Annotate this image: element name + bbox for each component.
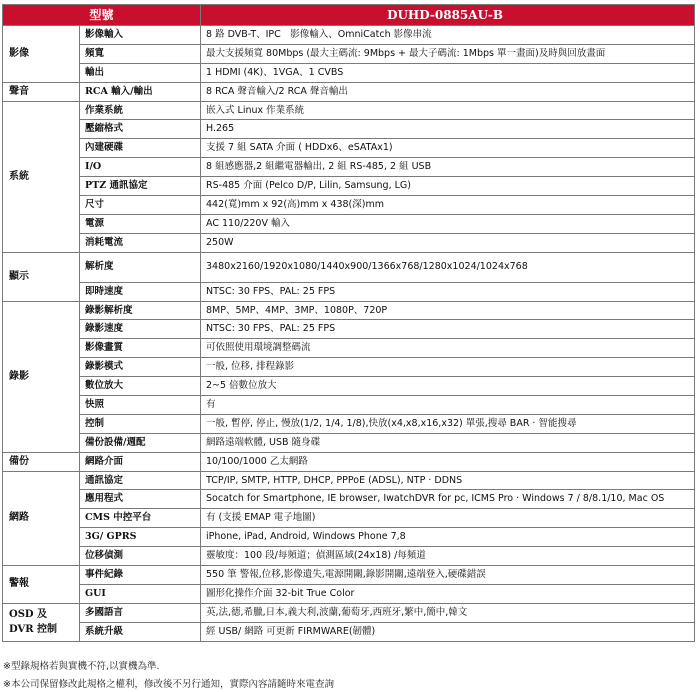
table-row [3, 120, 695, 139]
row-value: 嵌入式 Linux 作業系統 [201, 101, 695, 120]
row-value: 8 RCA 聲音輸入/2 RCA 聲音輸出 [201, 82, 695, 101]
table-row [3, 139, 695, 158]
table-row [3, 26, 695, 45]
row-label: 位移偵測 [80, 547, 201, 566]
row-label: 尺寸 [80, 196, 201, 215]
table-row [3, 509, 695, 528]
row-label: 錄影速度 [80, 320, 201, 339]
row-label: 系統升級 [80, 622, 201, 641]
row-label: 數位放大 [80, 377, 201, 396]
table-row [3, 396, 695, 415]
row-label: 內建硬碟 [80, 139, 201, 158]
row-value: 靈敏度：100 段/每頻道；偵測區域(24x18) /每頻道 [201, 547, 695, 566]
table-row [3, 452, 695, 471]
table-row [3, 339, 695, 358]
table-row [3, 44, 695, 63]
row-label: 即時速度 [80, 282, 201, 301]
row-value: 442(寬)mm x 92(高)mm x 438(深)mm [201, 196, 695, 215]
category-recording: 錄影 [3, 301, 80, 452]
table-row [3, 282, 695, 301]
row-value: 250W [201, 233, 695, 252]
row-value: 8MP、5MP、4MP、3MP、1080P、720P [201, 301, 695, 320]
model-name: DUHD-0885AU-B [201, 5, 695, 26]
row-value: 一般, 暫停, 停止, 慢放(1/2, 1/4, 1/8),快放(x4,x8,x16,x32) 單張,搜尋 BAR · 智能搜尋 [201, 414, 695, 433]
row-label: 解析度 [80, 252, 201, 282]
row-label: 消耗電流 [80, 233, 201, 252]
table-row [3, 196, 695, 215]
row-label: 控制 [80, 414, 201, 433]
header-row [3, 5, 695, 26]
table-row [3, 63, 695, 82]
category-backup: 備份 [3, 452, 80, 471]
table-row [3, 358, 695, 377]
table-row [3, 471, 695, 490]
row-label: PTZ 通訊協定 [80, 177, 201, 196]
table-row [3, 320, 695, 339]
row-value: iPhone, iPad, Android, Windows Phone 7,8 [201, 528, 695, 547]
row-value: 英,法,德,希臘,日本,義大利,波蘭,葡萄牙,西班牙,繁中,簡中,韓文 [201, 603, 695, 622]
row-label: 影像輸入 [80, 26, 201, 45]
category-osd-dvr-control: OSD 及 DVR 控制 [3, 603, 80, 641]
row-value: NTSC: 30 FPS、PAL: 25 FPS [201, 282, 695, 301]
row-label: CMS 中控平台 [80, 509, 201, 528]
row-label: 網路介面 [80, 452, 201, 471]
row-value: 一般, 位移, 排程錄影 [201, 358, 695, 377]
footnote-rights-notice: ※本公司保留修改此規格之權利，修改後不另行通知，實際內容請隨時來電查詢 [3, 679, 334, 690]
row-label: 頻寬 [80, 44, 201, 63]
row-value: RS-485 介面 (Pelco D/P, Lilin, Samsung, LG) [201, 177, 695, 196]
row-value: 最大支援頻寬 80Mbps (最大主碼流: 9Mbps + 最大子碼流: 1Mbps 單一畫面)及時與回放畫面 [201, 44, 695, 63]
row-value: 有 [201, 396, 695, 415]
row-value: 2~5 倍數位放大 [201, 377, 695, 396]
row-label: 通訊協定 [80, 471, 201, 490]
table-row [3, 301, 695, 320]
row-label: 多國語言 [80, 603, 201, 622]
category-system: 系統 [3, 101, 80, 252]
row-value: 3480x2160/1920x1080/1440x900/1366x768/1280x1024/1024x768 [201, 252, 695, 282]
table-row [3, 82, 695, 101]
row-label: 錄影解析度 [80, 301, 201, 320]
category-alarm: 警報 [3, 566, 80, 604]
row-label: 事件紀錄 [80, 566, 201, 585]
table-row [3, 433, 695, 452]
row-label: I/O [80, 158, 201, 177]
row-label: 備份設備/週配 [80, 433, 201, 452]
row-value: 10/100/1000 乙太網路 [201, 452, 695, 471]
category-network: 網路 [3, 471, 80, 565]
row-label: 3G/ GPRS [80, 528, 201, 547]
row-value: 8 路 DVB-T、IPC 影像輸入、OmniCatch 影像串流 [201, 26, 695, 45]
row-value: NTSC: 30 FPS、PAL: 25 FPS [201, 320, 695, 339]
table-row [3, 158, 695, 177]
footnote-spec-disclaimer: ※型錄規格若與實機不符,以實機為準. [3, 661, 160, 672]
row-value: 支援 7 組 SATA 介面 ( HDDx6、eSATAx1) [201, 139, 695, 158]
category-video: 影像 [3, 26, 80, 83]
row-value: 圖形化操作介面 32-bit True Color [201, 584, 695, 603]
row-label: 應用程式 [80, 490, 201, 509]
row-value: 550 筆 警報,位移,影像遺失,電源開關,錄影開關,遠端登入,硬碟錯誤 [201, 566, 695, 585]
row-value: TCP/IP, SMTP, HTTP, DHCP, PPPoE (ADSL), NTP · DDNS [201, 471, 695, 490]
category-audio: 聲音 [3, 82, 80, 101]
table-row [3, 566, 695, 585]
table-row [3, 547, 695, 566]
row-label: 電源 [80, 214, 201, 233]
table-row [3, 528, 695, 547]
row-value: AC 110/220V 輸入 [201, 214, 695, 233]
table-row [3, 101, 695, 120]
table-row [3, 622, 695, 641]
row-value: 可依照使用環境調整碼流 [201, 339, 695, 358]
row-label: 壓縮格式 [80, 120, 201, 139]
row-label: RCA 輸入/輸出 [80, 82, 201, 101]
row-label: 影像畫質 [80, 339, 201, 358]
row-value: Socatch for Smartphone, IE browser, IwatchDVR for pc, ICMS Pro · Windows 7 / 8/8.1/10, Mac OS [201, 490, 695, 509]
table-row [3, 177, 695, 196]
table-row [3, 490, 695, 509]
row-value: 1 HDMI (4K)、1VGA、1 CVBS [201, 63, 695, 82]
table-row [3, 603, 695, 622]
row-value: 網路遠端軟體, USB 隨身碟 [201, 433, 695, 452]
category-display: 顯示 [3, 252, 80, 301]
row-label: 輸出 [80, 63, 201, 82]
row-value: H.265 [201, 120, 695, 139]
row-label: 快照 [80, 396, 201, 415]
spec-table [2, 4, 695, 642]
model-label: 型號 [3, 5, 201, 26]
table-row [3, 414, 695, 433]
table-row [3, 252, 695, 282]
row-label: 作業系統 [80, 101, 201, 120]
table-row [3, 214, 695, 233]
table-row [3, 377, 695, 396]
row-value: 8 組感應器,2 組繼電器輸出, 2 組 RS-485, 2 組 USB [201, 158, 695, 177]
row-label: GUI [80, 584, 201, 603]
row-label: 錄影模式 [80, 358, 201, 377]
row-value: 有 (支援 EMAP 電子地圖) [201, 509, 695, 528]
table-row [3, 584, 695, 603]
row-value: 經 USB/ 網路 可更新 FIRMWARE(韌體) [201, 622, 695, 641]
table-row [3, 233, 695, 252]
